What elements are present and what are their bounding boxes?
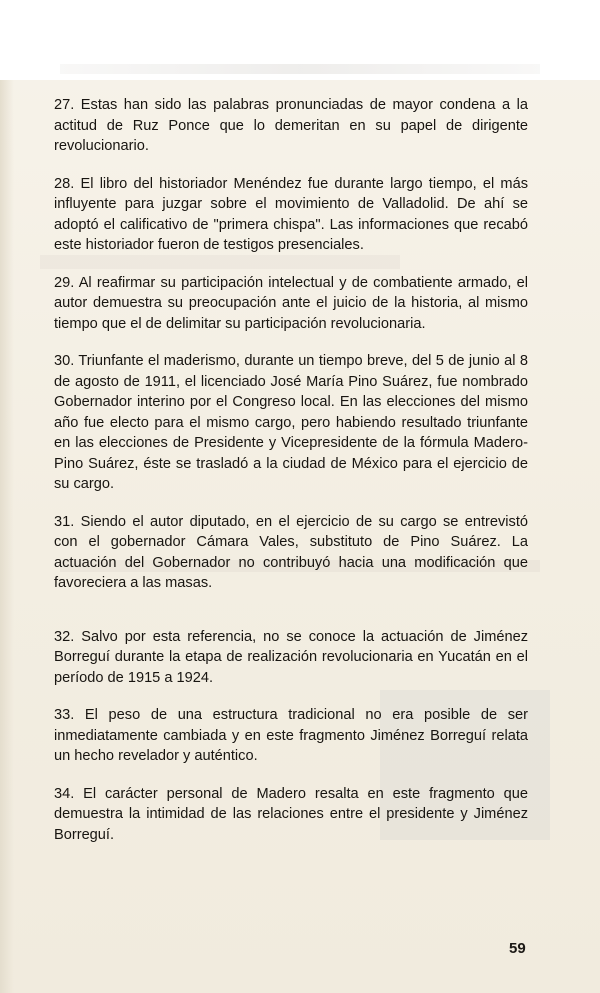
footnote-31: 31. Siendo el autor diputado, en el ejercicio de su cargo se entrevistó con el gobernador Cámara Vales, substituto de Pino Suárez. La actuación del Gobernador no contribuyó hacia una modificación que favoreciera a las masas.: [54, 513, 528, 591]
footnotes-list: [54, 95, 528, 845]
footnote-33: 33. El peso de una estructura tradicional no era posible de ser inmediatamente cambiada y en este fragmento Jiménez Borreguí relata un hecho revelador y auténtico.: [54, 707, 528, 764]
footnote-32: 32. Salvo por esta referencia, no se conoce la actuación de Jiménez Borreguí durante la etapa de realización revolucionaria en Yucatán en el período de 1915 a 1924.: [54, 628, 528, 686]
footnote-34: 34. El carácter personal de Madero resalta en este fragmento que demuestra la intimidad de las relaciones entre el presidente y Jiménez Borreguí.: [54, 785, 528, 843]
top-margin: [0, 0, 600, 80]
page-gutter-shadow: [0, 80, 14, 993]
footnote-28: 28. El libro del historiador Menéndez fue durante largo tiempo, el más influyente para juzgar sobre el movimiento de Valladolid. De ahí se adoptó el calificativo de "primera chispa". Las informaciones que recabó este historiador fueron de testigos presenciales.: [54, 175, 528, 253]
page-number: 59: [509, 940, 526, 957]
footnote-30: 30. Triunfante el maderismo, durante un tiempo breve, del 5 de junio al 8 de agosto de 1911, el licenciado José María Pino Suárez, fue nombrado Gobernador interino por el Congreso local. En las elecciones del mismo año fue electo para el mismo cargo, pero habiendo resultado triunfante en las elecciones de Presidente y Vicepresidente de la fórmula Madero-Pino Suárez, éste se trasladó a la ciudad de México para el ejercicio de su cargo.: [54, 353, 528, 492]
footnote-27: 27. Estas han sido las palabras pronunciadas de mayor condena a la actitud de Ruz Ponce que lo demeritan en su papel de dirigente revolucionario.: [54, 97, 528, 154]
show-through-band: [60, 64, 540, 74]
footnote-29: 29. Al reafirmar su participación intelectual y de combatiente armado, el autor demuestra su preocupación ante el juicio de la historia, al mismo tiempo que el de delimitar su participación revolucionaria.: [54, 274, 528, 332]
